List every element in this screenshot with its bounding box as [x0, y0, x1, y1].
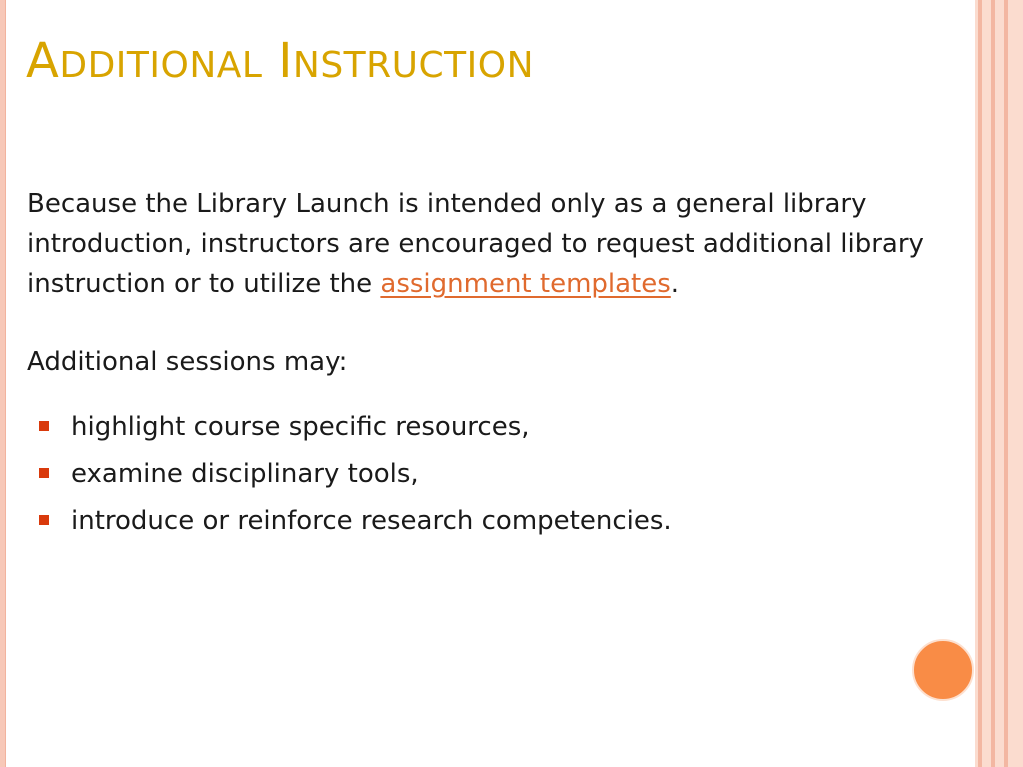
circle-decoration-icon: [912, 639, 974, 701]
sessions-intro-paragraph: Additional sessions may:: [27, 347, 348, 377]
list-item: [27, 404, 947, 451]
right-stripe-decoration: [975, 0, 1023, 767]
list-item-text: examine disciplinary tools,: [71, 459, 419, 489]
slide-body: [27, 184, 947, 545]
title-initial: A: [26, 33, 60, 89]
square-bullet-icon: [39, 515, 49, 525]
list-item-text: highlight course specific resources,: [71, 412, 530, 442]
intro-period: .: [670, 269, 680, 299]
bullet-list: [27, 404, 947, 545]
list-item: [27, 451, 947, 498]
title-word-rest: NSTRUCTION: [292, 45, 535, 86]
left-border-decoration: [0, 0, 6, 767]
list-item-text: introduce or reinforce research competencies.: [71, 506, 672, 536]
square-bullet-icon: [39, 468, 49, 478]
slide-title: [26, 30, 534, 97]
intro-text: Because the Library Launch is intended only as a general library introduction, instructors are encouraged to request additional library instruction or to utilize the: [27, 189, 924, 299]
square-bullet-icon: [39, 421, 49, 431]
title-word-rest: DDITIONAL: [59, 45, 263, 86]
title-initial: I: [278, 33, 293, 89]
list-item: [27, 498, 947, 545]
assignment-templates-link[interactable]: assignment templates: [380, 269, 671, 299]
intro-paragraph: [27, 184, 947, 304]
